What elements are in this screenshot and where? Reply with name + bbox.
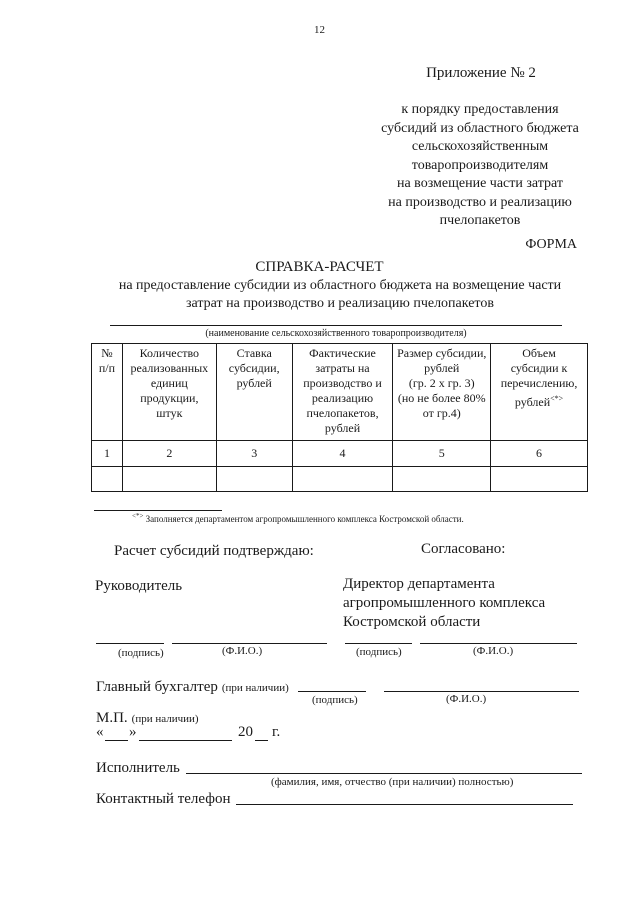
table-number-row bbox=[92, 441, 588, 467]
subsidy-table bbox=[91, 343, 588, 492]
head-fio-caption: (Ф.И.О.) bbox=[222, 645, 263, 657]
head-label: Руководитель bbox=[95, 578, 183, 594]
appendix-line: к порядку предоставления bbox=[401, 102, 559, 117]
column-number: 3 bbox=[216, 441, 292, 467]
data-cell[interactable] bbox=[216, 467, 292, 492]
column-number: 1 bbox=[92, 441, 123, 467]
subtitle-line: на предоставление субсидии из областного бюджета на возмещение части bbox=[118, 278, 562, 293]
appendix-line: на возмещение части затрат bbox=[396, 176, 564, 191]
header-cell-costs: Фактические затраты на производство и реализацию пчелопакетов, рублей bbox=[292, 344, 393, 441]
director-fio-line[interactable] bbox=[420, 643, 577, 644]
producer-name-line[interactable] bbox=[110, 325, 562, 326]
appendix-line: сельскохозяйственным bbox=[411, 139, 549, 154]
header-cell-transfer-amount: Объем субсидии к перечислению, рублей<*> bbox=[491, 344, 588, 441]
director-line: Директор департамента bbox=[343, 576, 495, 592]
agreed-label: Согласовано: bbox=[421, 541, 506, 557]
seal-if-any: (при наличии) bbox=[131, 713, 199, 725]
column-number: 2 bbox=[122, 441, 216, 467]
seal-row bbox=[96, 709, 199, 727]
page-number: 12 bbox=[314, 24, 325, 36]
data-cell[interactable] bbox=[491, 467, 588, 492]
date-open-quote: « bbox=[96, 724, 104, 740]
phone-line[interactable] bbox=[236, 804, 573, 805]
form-label: ФОРМА bbox=[525, 237, 577, 252]
appendix-line: товаропроизводителям bbox=[411, 157, 549, 173]
executor-label: Исполнитель bbox=[96, 760, 180, 776]
header-cell-quantity: Количество реализованных единиц продукции, штук bbox=[122, 344, 216, 441]
appendix-line: субсидий из областного бюджета bbox=[381, 120, 579, 136]
date-day-line[interactable] bbox=[105, 740, 128, 741]
accountant-fio-line[interactable] bbox=[384, 691, 579, 692]
confirm-label: Расчет субсидий подтверждаю: bbox=[114, 543, 314, 559]
director-fio-caption: (Ф.И.О.) bbox=[473, 645, 514, 657]
column-number: 6 bbox=[491, 441, 588, 467]
head-signature-line[interactable] bbox=[96, 643, 164, 644]
seal-label: М.П. bbox=[96, 710, 128, 726]
table-data-row bbox=[92, 467, 588, 492]
table-header-row bbox=[92, 344, 588, 441]
year-label: 20 bbox=[238, 724, 253, 740]
footnote-separator bbox=[94, 510, 222, 511]
data-cell[interactable] bbox=[92, 467, 123, 492]
data-cell[interactable] bbox=[393, 467, 491, 492]
chief-accountant-if-any: (при наличии) bbox=[221, 682, 289, 694]
chief-accountant-row bbox=[96, 678, 289, 696]
accountant-signature-caption: (подпись) bbox=[312, 694, 358, 706]
appendix-lines bbox=[340, 101, 620, 231]
director-block bbox=[343, 575, 545, 632]
document-subtitle bbox=[60, 277, 620, 313]
date-close-quote: » bbox=[129, 724, 137, 740]
footnote-mark: <*> bbox=[132, 512, 144, 520]
phone-label: Контактный телефон bbox=[96, 791, 231, 807]
head-fio-line[interactable] bbox=[172, 643, 327, 644]
data-cell[interactable] bbox=[122, 467, 216, 492]
head-signature-caption: (подпись) bbox=[118, 647, 164, 659]
producer-caption: (наименование сельскохозяйственного товаропроизводителя) bbox=[205, 328, 467, 339]
column-number: 5 bbox=[393, 441, 491, 467]
header-cell-rate: Ставка субсидии, рублей bbox=[216, 344, 292, 441]
accountant-fio-caption: (Ф.И.О.) bbox=[446, 693, 487, 705]
director-signature-caption: (подпись) bbox=[356, 646, 402, 658]
data-cell[interactable] bbox=[292, 467, 393, 492]
appendix-line: на производство и реализацию bbox=[388, 194, 572, 210]
footnote-marker: <*> bbox=[550, 394, 564, 403]
director-line: агропромышленного комплекса bbox=[343, 595, 546, 611]
footnote bbox=[132, 512, 464, 524]
appendix-title: Приложение № 2 bbox=[426, 65, 536, 81]
accountant-signature-line[interactable] bbox=[298, 691, 366, 692]
footnote-text: Заполняется департаментом агропромышленного комплекса Костромской области. bbox=[145, 514, 464, 524]
date-year-line[interactable] bbox=[255, 740, 268, 741]
column-number: 4 bbox=[292, 441, 393, 467]
director-line: Костромской области bbox=[343, 614, 481, 630]
director-signature-line[interactable] bbox=[345, 643, 412, 644]
date-month-line[interactable] bbox=[139, 740, 232, 741]
subtitle-line: затрат на производство и реализацию пчелопакетов bbox=[186, 296, 494, 311]
header-cell-number: № п/п bbox=[92, 344, 123, 441]
document-title: СПРАВКА-РАСЧЕТ bbox=[255, 259, 384, 275]
executor-caption: (фамилия, имя, отчество (при наличии) полностью) bbox=[271, 776, 514, 788]
chief-accountant-label: Главный бухгалтер bbox=[96, 679, 218, 695]
year-suffix: г. bbox=[272, 724, 281, 740]
executor-line[interactable] bbox=[186, 773, 582, 774]
appendix-line: пчелопакетов bbox=[439, 213, 521, 228]
header-cell-subsidy-size: Размер субсидии, рублей (гр. 2 х гр. 3) (но не более 80% от гр.4) bbox=[393, 344, 491, 441]
